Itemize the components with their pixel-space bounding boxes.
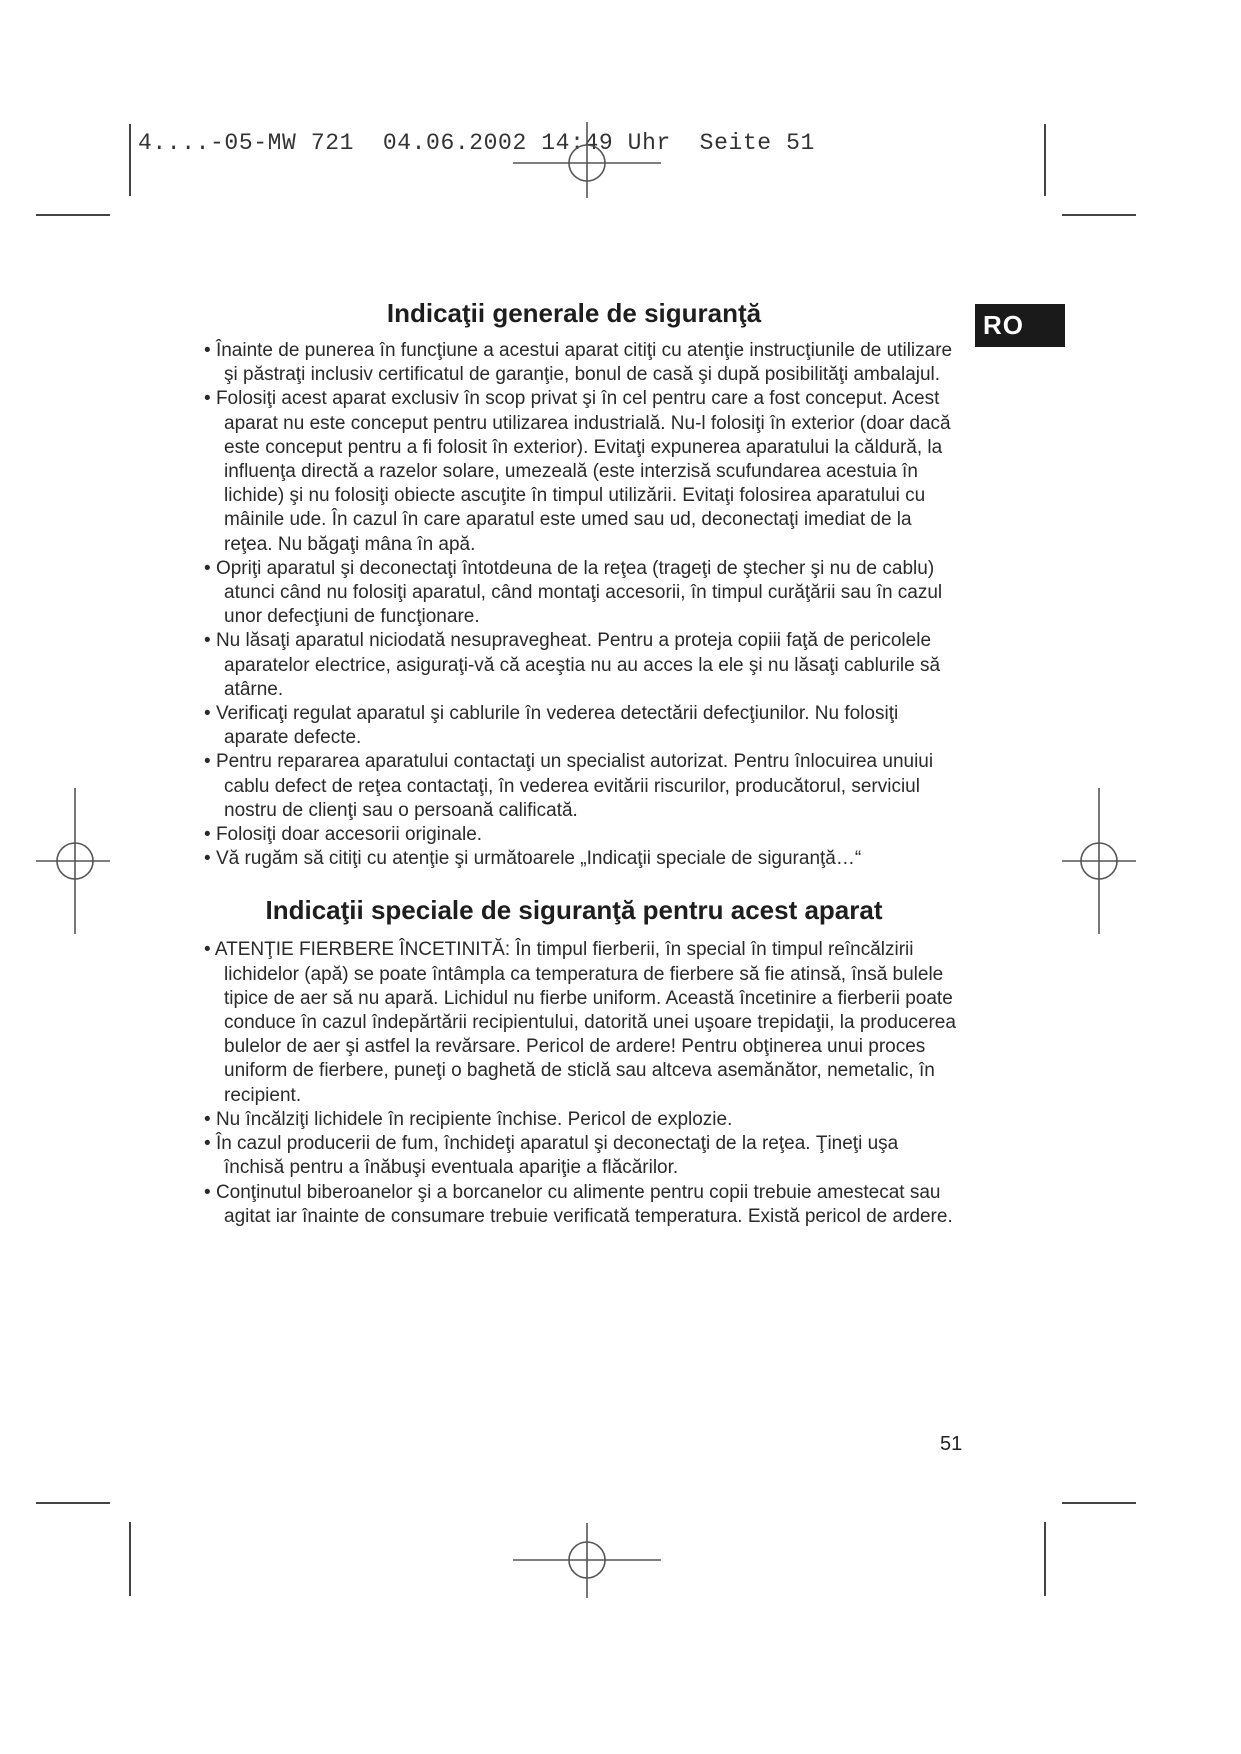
list-item: • Folosiţi acest aparat exclusiv în scop privat şi în cel pentru care a fost conceput. Acest aparat nu este conceput pentru utilizarea industrială. Nu-l folosiţi în exterior (doar dacă este conceput pentru a fi folosit în exterior). Evitaţi expunerea aparatului la căldură, la influenţa directă a razelor solare, umezeală (este interzisă scufundarea acestuia în lichide) şi nu folosiţi obiecte ascuţite în timpul utilizării. Evitaţi folosirea aparatului cu mâinile ude. În cazul în care aparatul este umed sau ud, deconectaţi imediat de la reţea. Nu băgaţi mâna în apă. [186,387,962,556]
section-title-general-safety: Indicaţii generale de siguranţă [386,298,762,328]
list-item: • Pentru repararea aparatului contactaţi un specialist autorizat. Pentru înlocuirea unuiui cablu defect de reţea contactaţi, în vederea evitării riscurilor, producătorul, serviciul nostru de clienţi sau o persoană calificată. [186,750,962,823]
list-item: • Înainte de punerea în funcţiune a acestui aparat citiţi cu atenţie instrucţiunile de utilizare şi păstraţi inclusiv certificatul de garanţie, bonul de casă şi după posibilităţi ambalajul. [186,339,962,387]
list-item: • Vă rugăm să citiţi cu atenţie şi următoarele „Indicaţii speciale de siguranţă…“ [186,847,962,871]
print-slug: 4....-05-MW 721 04.06.2002 14:49 Uhr Seite 51 [138,130,815,156]
list-item: • În cazul producerii de fum, închideţi aparatul şi deconectaţi de la reţea. Ţineţi uşa închisă pentru a înăbuşi eventuala apariţie a flăcărilor. [186,1132,962,1180]
list-item: • Nu lăsaţi aparatul niciodată nesupravegheat. Pentru a proteja copiii faţă de pericolele aparatelor electrice, asiguraţi-vă că aceştia nu au acces la ele şi nu lăsaţi cablurile să atârne. [186,629,962,702]
general-safety-list [186,339,962,871]
section-title-special-safety: Indicaţii speciale de siguranţă pentru acest aparat [265,895,883,926]
list-item: • Nu încălziţi lichidele în recipiente închise. Pericol de explozie. [186,1108,962,1132]
list-item: • Folosiţi doar accesorii originale. [186,823,962,847]
list-item: • Verificaţi regulat aparatul şi cablurile în vederea detectării defecţiunilor. Nu folosiţi aparate defecte. [186,702,962,750]
list-item: • Conţinutul biberoanelor şi a borcanelor cu alimente pentru copii trebuie amestecat sau agitat iar înainte de consumare trebuie verificată temperatura. Există pericol de ardere. [186,1181,962,1229]
document-body [186,298,962,1229]
registration-mark-top [513,122,661,198]
list-item: • Opriţi aparatul şi deconectaţi întotdeuna de la reţea (trageţi de ştecher şi nu de cablu) atunci când nu folosiţi aparatul, când montaţi accesorii, în timpul curăţării sau în cazul unor defecţiuni de funcţionare. [186,557,962,630]
registration-mark-right [1062,788,1136,934]
language-tab: RO [975,304,1065,347]
page-number: 51 [940,1433,963,1455]
registration-mark-bottom [513,1523,661,1598]
registration-mark-left [36,788,110,934]
special-safety-list [186,938,962,1228]
list-item: • ATENŢIE FIERBERE ÎNCETINITĂ: În timpul fierberii, în special în timpul reîncălzirii lichidelor (apă) se poate întâmpla ca temperatura de fierbere să fie atinsă, însă bulele tipice de aer să nu apară. Lichidul nu fierbe uniform. Această încetinire a fierberii poate conduce în cazul îndepărtării recipientului, datorită unei uşoare trepidaţii, la producerea bulelor de aer şi astfel la revărsare. Pericol de ardere! Pentru obţinerea unui proces uniform de fierbere, puneţi o baghetă de sticlă sau altceva asemănător, nemetalic, în recipient. [186,938,962,1107]
